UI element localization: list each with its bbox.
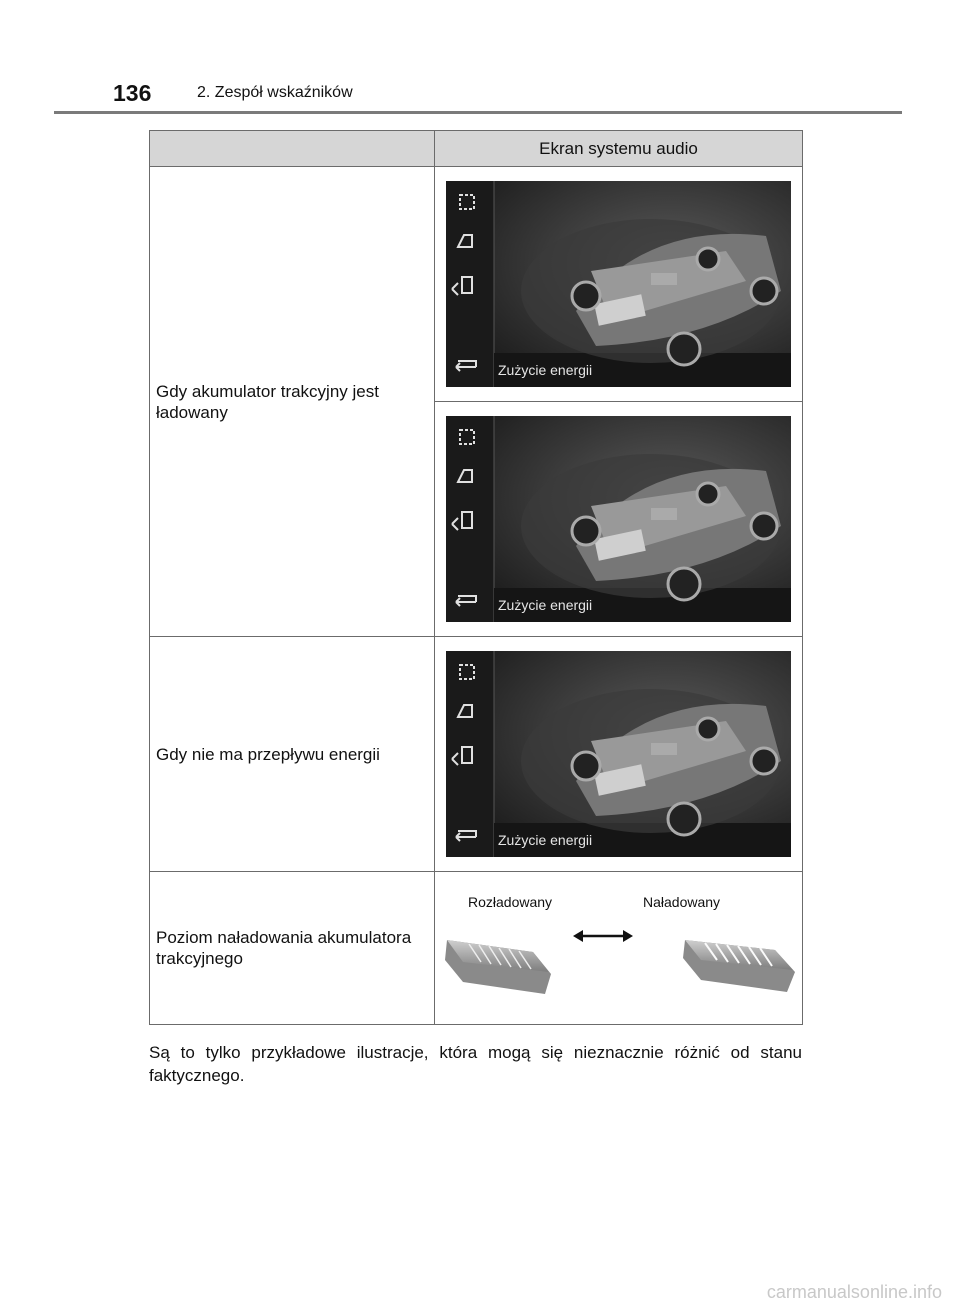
page-number: 136 [113, 80, 152, 106]
header-rule [54, 111, 902, 114]
section-title: 2. Zespół wskaźników [197, 84, 353, 101]
row-label-no-flow: Gdy nie ma przepływu energii [150, 637, 435, 872]
table-header-right: Ekran systemu audio [435, 131, 803, 167]
battery-discharged-label: Rozładowany [468, 894, 553, 910]
row-label-battery-level: Poziom naładowania akumulatora trakcyjnego [150, 872, 435, 1025]
battery-discharged-icon [441, 924, 553, 1008]
energy-screen-table [149, 130, 803, 1025]
screen-image-charging-1 [435, 167, 803, 402]
row-label-charging: Gdy akumulator trakcyjny jest ładowany [150, 167, 435, 637]
screen-image-charging-2 [435, 402, 803, 637]
battery-level-cell [435, 872, 803, 1025]
battery-charged-icon [679, 924, 799, 1004]
watermark: carmanualsonline.info [766, 1282, 942, 1302]
footnote: Są to tylko przykładowe ilustracje, która mogą się nieznacznie różnić od stanu faktycznego. [149, 1043, 802, 1085]
screen-image-no-flow [435, 637, 803, 872]
double-arrow-icon [571, 924, 635, 948]
table-header-left [150, 131, 435, 167]
battery-charged-label: Naładowany [643, 894, 721, 910]
